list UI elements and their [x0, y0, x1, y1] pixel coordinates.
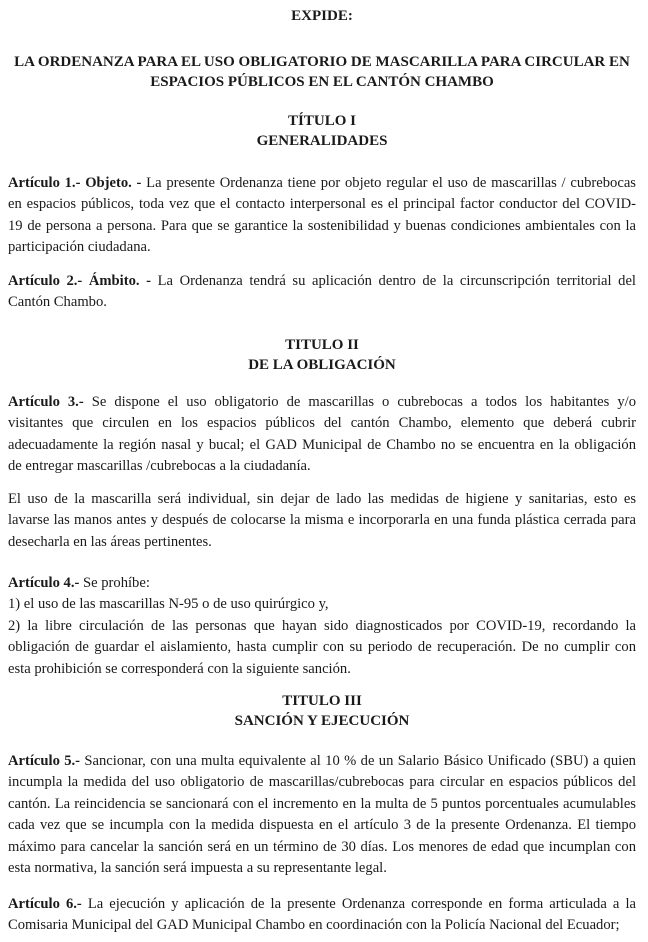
article-6 [8, 894, 636, 937]
ordinance-title-line-1: LA ORDENANZA PARA EL USO OBLIGATORIO DE MASCARILLA PARA CIRCULAR EN [14, 54, 630, 70]
article-4-label: Artículo 4.- [8, 575, 80, 591]
titulo-3-heading [8, 691, 636, 731]
article-1 [8, 173, 636, 259]
article-5-line-2: incumpla la medida del uso obligatorio de mascarillas/cubrebocas para circular en espacios públicos del [8, 774, 636, 791]
ordinance-title-line-2: ESPACIOS PÚBLICOS EN EL CANTÓN CHAMBO [150, 74, 494, 90]
titulo-3-number: TITULO III [282, 693, 362, 709]
article-1-line-2: en espacios públicos, toda vez que el contacto interpersonal es el principal factor conductor del COVID- [8, 196, 636, 213]
article-5-line-1: Sancionar, con una multa equivalente al 10 % de un Salario Básico Unificado (SBU) a quien [80, 753, 636, 769]
article-5-line-5: máximo para cancelar la sanción será en un término de 30 días. Los menores de edad que incumplan con [8, 838, 636, 855]
article-4-line-2: 2) la libre circulación de las personas que hayan sido diagnosticados por COVID-19, recordando la [8, 617, 636, 634]
article-3-line-4: de entregar mascarillas /cubrebocas a la ciudadanía. [8, 458, 311, 475]
article-1-label: Artículo 1.- Objeto. - [8, 175, 142, 191]
article-1-line-4: participación ciudadana. [8, 239, 151, 256]
article-3-p2-line-1: El uso de la mascarilla será individual, sin dejar de lado las medidas de higiene y sanitarias, esto es [8, 491, 636, 507]
article-4 [8, 573, 636, 680]
article-6-label: Artículo 6.- [8, 896, 82, 912]
expide-heading: EXPIDE: [291, 8, 353, 24]
article-3 [8, 392, 636, 478]
titulo-2-heading [8, 335, 636, 375]
article-3-p2-line-2: lavarse las manos antes y después de colocarse la misma e incorporarla en una funda plástica cerrada para [8, 512, 636, 529]
article-6-line-2: Comisaria Municipal del GAD Municipal Chambo en coordinación con la Policía Nacional del Ecuador; [8, 917, 620, 934]
article-3-line-2: visitantes que circulen en los espacios públicos del cantón Chambo, elemento que deberá cubrir [8, 415, 636, 432]
article-2-line-1: La Ordenanza tendrá su aplicación dentro de la circunscripción territorial del [151, 273, 636, 289]
article-2-label: Artículo 2.- Ámbito. - [8, 273, 151, 289]
article-3-line-1: Se dispone el uso obligatorio de mascarillas o cubrebocas a todos los habitantes y/o [83, 394, 636, 410]
titulo-2-name: DE LA OBLIGACIÓN [248, 357, 396, 373]
article-4-intro: Se prohíbe: [79, 575, 150, 591]
article-1-line-1: La presente Ordenanza tiene por objeto regular el uso de mascarillas / cubrebocas [141, 175, 636, 191]
article-3-line-3: adecuadamente la región nasal y bucal; el GAD Municipal de Chambo no se encuentra en la obligación [8, 436, 636, 453]
article-3-p2-line-3: desecharla en las áreas pertinentes. [8, 533, 212, 550]
titulo-3-name: SANCIÓN Y EJECUCIÓN [234, 713, 410, 729]
titulo-2-number: TITULO II [285, 337, 359, 353]
titulo-1-number: TÍTULO I [288, 113, 356, 129]
article-5-label: Artículo 5.- [8, 753, 81, 769]
article-1-line-3: 19 de persona a persona. Para que se garantice la sostenibilidad y buenas condiciones ambientales con la [8, 217, 636, 234]
article-2 [8, 271, 636, 314]
article-3-paragraph-2 [8, 489, 636, 553]
article-2-line-2: Cantón Chambo. [8, 294, 107, 311]
titulo-1-name: GENERALIDADES [256, 133, 388, 149]
titulo-1-heading [8, 111, 636, 151]
article-5-line-4: cada vez que se incumpla con la medida dispuesta en el artículo 3 de la presente Ordenanza. El tiempo [8, 817, 636, 834]
article-4-line-4: esta prohibición se corresponderá con la siguiente sanción. [8, 660, 351, 677]
article-4-line-3: obligación de guardar el aislamiento, hasta cumplir con su periodo de recuperación. De no cumplir con [8, 639, 636, 656]
article-4-line-1: 1) el uso de las mascarillas N-95 o de uso quirúrgico y, [8, 596, 329, 613]
article-5 [8, 751, 636, 879]
article-5-line-3: cantón. La reincidencia se sancionará con el incremento en la multa de 5 puntos porcentuales acumulables [8, 795, 636, 812]
article-5-line-6: esta normativa, la sanción será impuesta a su representante legal. [8, 860, 387, 877]
ordinance-title [8, 52, 636, 92]
article-6-line-1: La ejecución y aplicación de la presente Ordenanza corresponde en forma articulada a la [81, 896, 636, 912]
article-3-label: Artículo 3.- [8, 394, 84, 410]
